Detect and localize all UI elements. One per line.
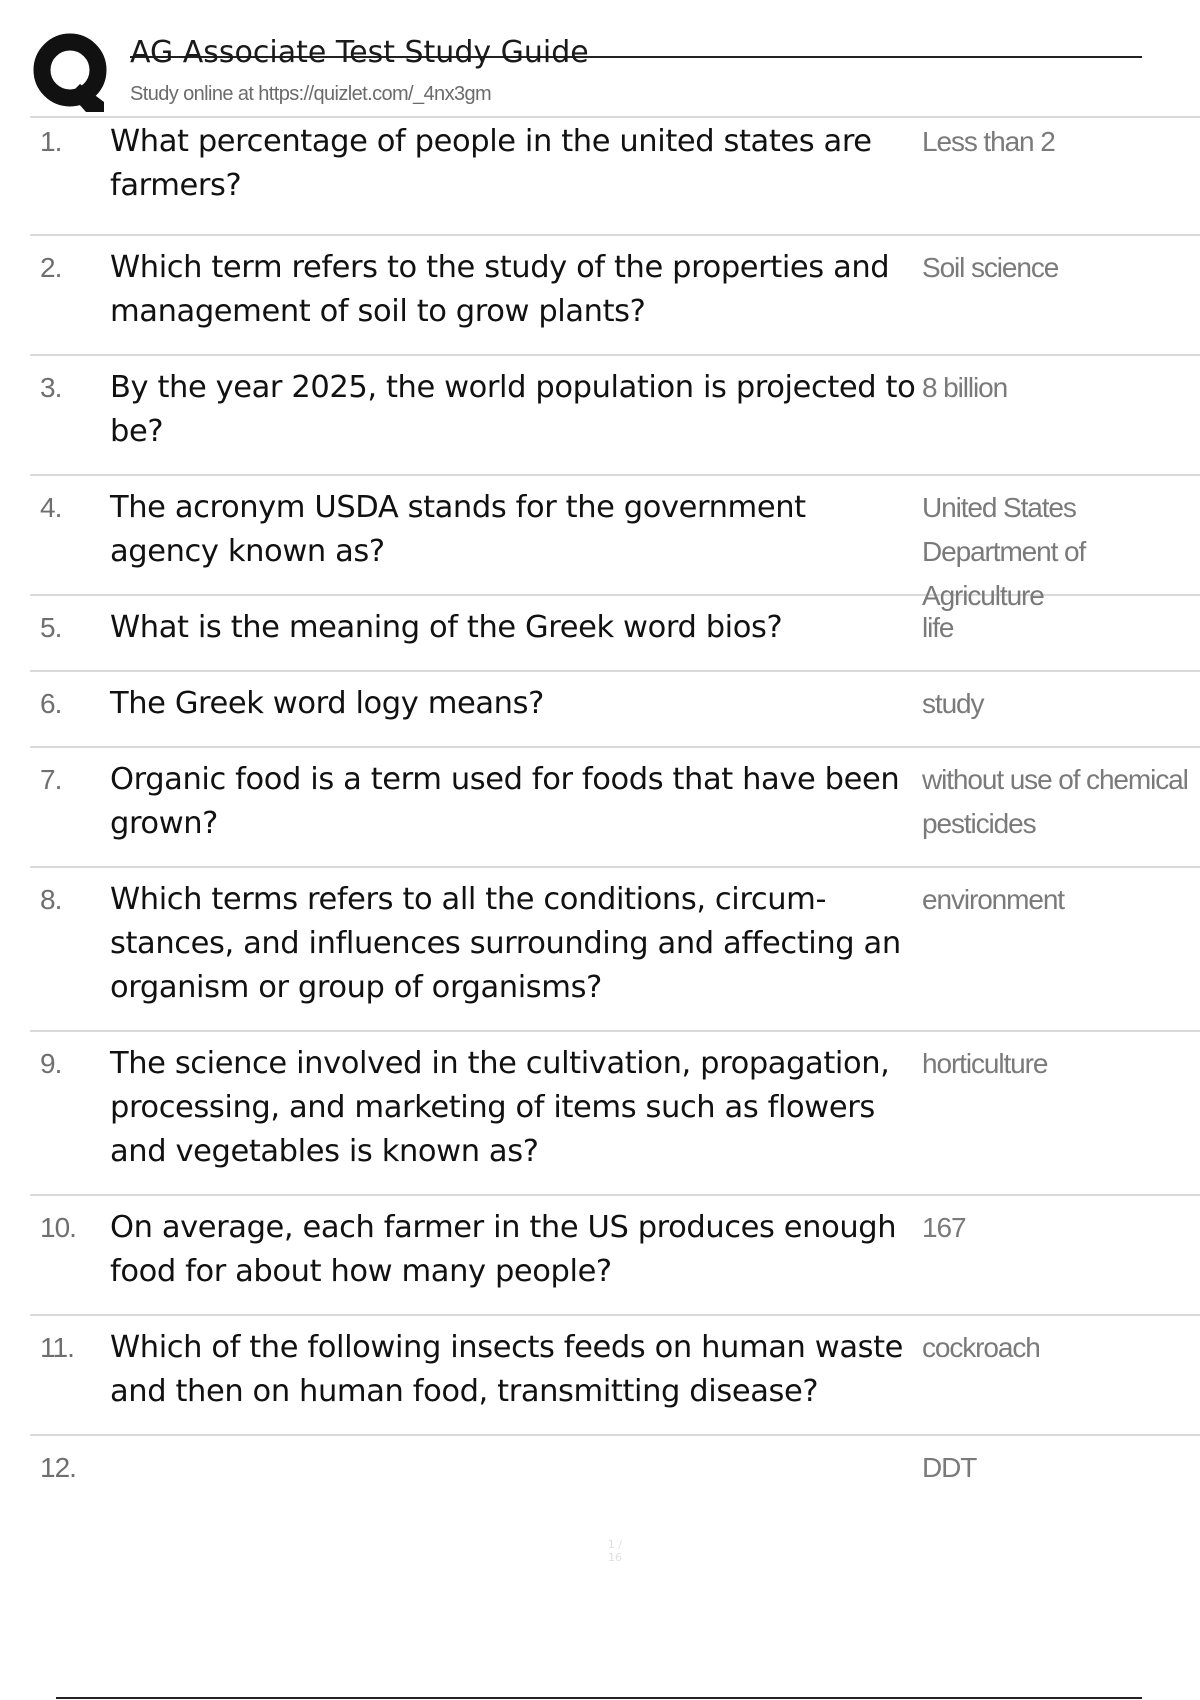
question-text: The acronym USDA stands for the government agency known as? <box>110 490 806 569</box>
question-text: Which of the following insects feeds on human waste and then on human food, transmitting disease? <box>110 1330 904 1409</box>
study-online-link[interactable]: Study online at https://quizlet.com/_4nx3gm <box>130 83 492 105</box>
question-text: On average, each farmer in the US produces enough food for about how many people? <box>110 1210 897 1289</box>
answer-text: United States Department of Agriculture <box>922 492 1086 611</box>
answer-text: life <box>922 612 954 643</box>
item-number: 8. <box>40 884 62 915</box>
item-number: 10. <box>40 1212 76 1243</box>
flashcard-row <box>30 236 1200 356</box>
answer-text: study <box>922 688 984 719</box>
page-number: 1 / 16 <box>607 1538 623 1564</box>
flashcard-row <box>30 1196 1200 1316</box>
item-number: 3. <box>40 372 62 403</box>
footer-rule <box>56 1697 1142 1699</box>
item-number: 6. <box>40 688 62 719</box>
answer-text: without use of chemical pesticides <box>922 764 1188 839</box>
question-text: The science involved in the cultivation, propagation, processing, and marketing of items such as flowers and vegetables is known as? <box>110 1046 890 1169</box>
question-text: The Greek word logy means? <box>110 686 544 721</box>
answer-text: 8 billion <box>922 372 1008 403</box>
flashcard-list <box>30 118 1200 1512</box>
question-text: Organic food is a term used for foods that have been grown? <box>110 762 900 841</box>
question-text: Which term refers to the study of the properties and management of soil to grow plants? <box>110 250 890 329</box>
flashcard-row <box>30 1316 1200 1436</box>
question-text: Which terms refers to all the conditions, circum- stances, and influences surrounding and affecting an organism or group of organisms? <box>110 882 901 1005</box>
answer-text: 167 <box>922 1212 966 1243</box>
quizlet-q-logo-icon <box>32 32 112 112</box>
flashcard-row <box>30 868 1200 1032</box>
flashcard-row <box>30 1032 1200 1196</box>
item-number: 4. <box>40 492 62 523</box>
item-number: 11. <box>40 1332 74 1363</box>
answer-text: environment <box>922 884 1064 915</box>
document-title: AG Associate Test Study Guide <box>130 35 589 70</box>
flashcard-row <box>30 672 1200 748</box>
flashcard-row <box>30 1436 1200 1512</box>
item-number: 9. <box>40 1048 62 1079</box>
question-text: By the year 2025, the world population is projected to be? <box>110 370 916 449</box>
answer-text: horticulture <box>922 1048 1048 1079</box>
item-number: 2. <box>40 252 62 283</box>
question-text: What percentage of people in the united states are farmers? <box>110 124 872 203</box>
flashcard-row <box>30 596 1200 672</box>
item-number: 5. <box>40 612 62 643</box>
answer-text: cockroach <box>922 1332 1040 1363</box>
item-number: 7. <box>40 764 62 795</box>
document-header <box>0 0 1200 118</box>
question-text: What is the meaning of the Greek word bios? <box>110 610 783 645</box>
flashcard-row <box>30 118 1200 236</box>
flashcard-row <box>30 476 1200 611</box>
flashcard-row <box>30 748 1200 868</box>
answer-text: DDT <box>922 1452 977 1483</box>
item-number: 12. <box>40 1452 76 1483</box>
flashcard-row <box>30 356 1200 476</box>
answer-text: Less than 2 <box>922 126 1055 157</box>
answer-text: Soil science <box>922 252 1059 283</box>
item-number: 1. <box>40 126 62 157</box>
